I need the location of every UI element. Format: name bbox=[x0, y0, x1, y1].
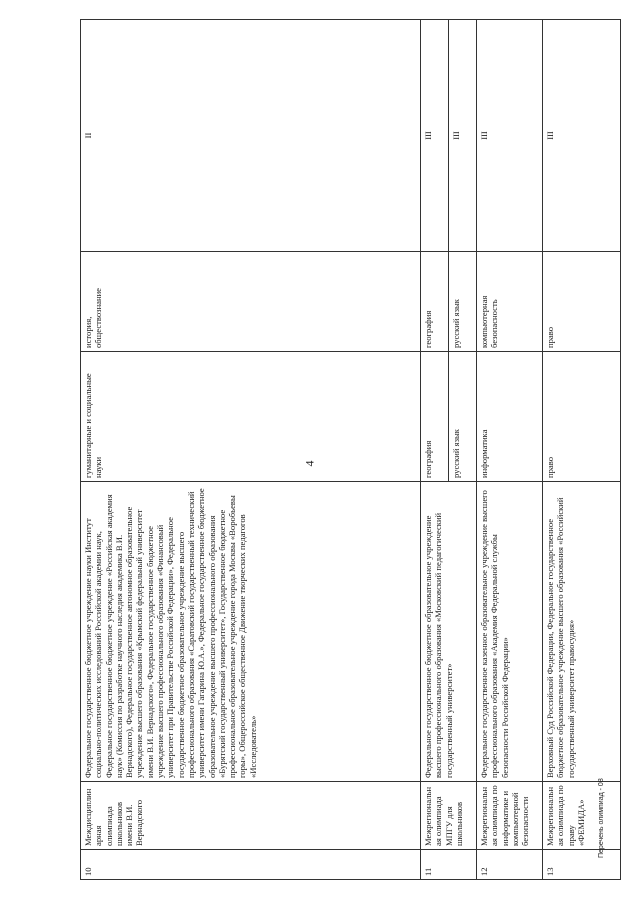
level: III bbox=[451, 131, 461, 140]
subjects: компьютерная безопасность bbox=[477, 252, 543, 352]
subject: география bbox=[421, 252, 449, 351]
table-row bbox=[421, 20, 477, 880]
organizers: Верховный Суд Российской Федерации, Федеральное государственное бюджетное образовательное учреждение высшего образования «Российский государственный университет правосудия» bbox=[543, 482, 621, 782]
level: III bbox=[543, 20, 621, 252]
page-number: 4 bbox=[302, 460, 317, 467]
organizers: Федеральное государственное бюджетное образовательное учреждение высшего профессионального образования «Московский педагогический государственный университет» bbox=[421, 482, 477, 782]
table-row bbox=[81, 20, 421, 880]
level: II bbox=[81, 20, 421, 252]
subjects-sublist bbox=[421, 252, 476, 351]
olympiad-name: Междисциплинарная олимпиада школьников имени В.И. Вернадского bbox=[81, 782, 421, 850]
row-number: 11 bbox=[421, 850, 477, 880]
level-cell bbox=[421, 20, 477, 252]
row-number: 13 bbox=[543, 850, 621, 880]
profile: информатика bbox=[477, 352, 543, 482]
level-sublist bbox=[421, 20, 476, 251]
row-number: 10 bbox=[81, 850, 421, 880]
profile: русский язык bbox=[451, 429, 461, 478]
olympiad-name: Межрегиональная олимпиада МПГУ для школьников bbox=[421, 782, 477, 850]
row-number: 12 bbox=[477, 850, 543, 880]
olympiad-table-rotated bbox=[80, 20, 620, 880]
profile: право bbox=[543, 352, 621, 482]
organizers: Федеральное государственное казенное образовательное учреждение высшего профессионального образования «Академия Федеральной службы безопасности Российской Федерации» bbox=[477, 482, 543, 782]
level: III bbox=[477, 20, 543, 252]
level: III bbox=[421, 20, 449, 251]
profile-sublist bbox=[421, 352, 476, 481]
organizers: Федеральное государственное бюджетное учреждение науки Институт социально-политических исследований Российской академии наук, Федеральное государственное бюджетное учреждение «Российская академия наук» (Комиссия по разработке научного наследия академика В.И. Вернадского), Федеральное государственное автономное образовательное учреждение высшего образования «Крымский федеральный университет имени В.И. Вернадского», Федеральное государственное бюджетное учреждение высшего профессионального образования «Финансовый университет при Правительстве Российской Федерации», Федеральное государственное бюджетное образовательное учреждение высшего профессионального образования «Саратовский государственный технический университет имени Гагарина Ю.А.», Федеральное государственное бюджетное образовательное учреждение высшего профессионального образования «Бурятский государственный университет», Государственное бюджетное профессиональное образовательное учреждение города Москвы «Воробьевы горы», Общероссийское общественное Движение творческих педагогов «Исследователь» bbox=[81, 482, 421, 782]
subjects-cell bbox=[421, 252, 477, 352]
profile-cell bbox=[421, 352, 477, 482]
footer-label: Перечень олимпиад - 08 bbox=[598, 778, 605, 858]
olympiad-name: Межрегиональная олимпиада по информатике и компьютерной безопасности bbox=[477, 782, 543, 850]
profile: география bbox=[421, 352, 449, 481]
subjects: право bbox=[543, 252, 621, 352]
olympiad-table bbox=[80, 19, 621, 880]
profile: гуманитарные и социальные науки bbox=[81, 352, 421, 482]
olympiad-name: Межрегиональная олимпиада по праву «ФЕМИДА» bbox=[543, 782, 621, 850]
table-row bbox=[543, 20, 621, 880]
subject: русский язык bbox=[451, 299, 461, 348]
table-row bbox=[477, 20, 543, 880]
subjects: история, обществознание bbox=[81, 252, 421, 352]
